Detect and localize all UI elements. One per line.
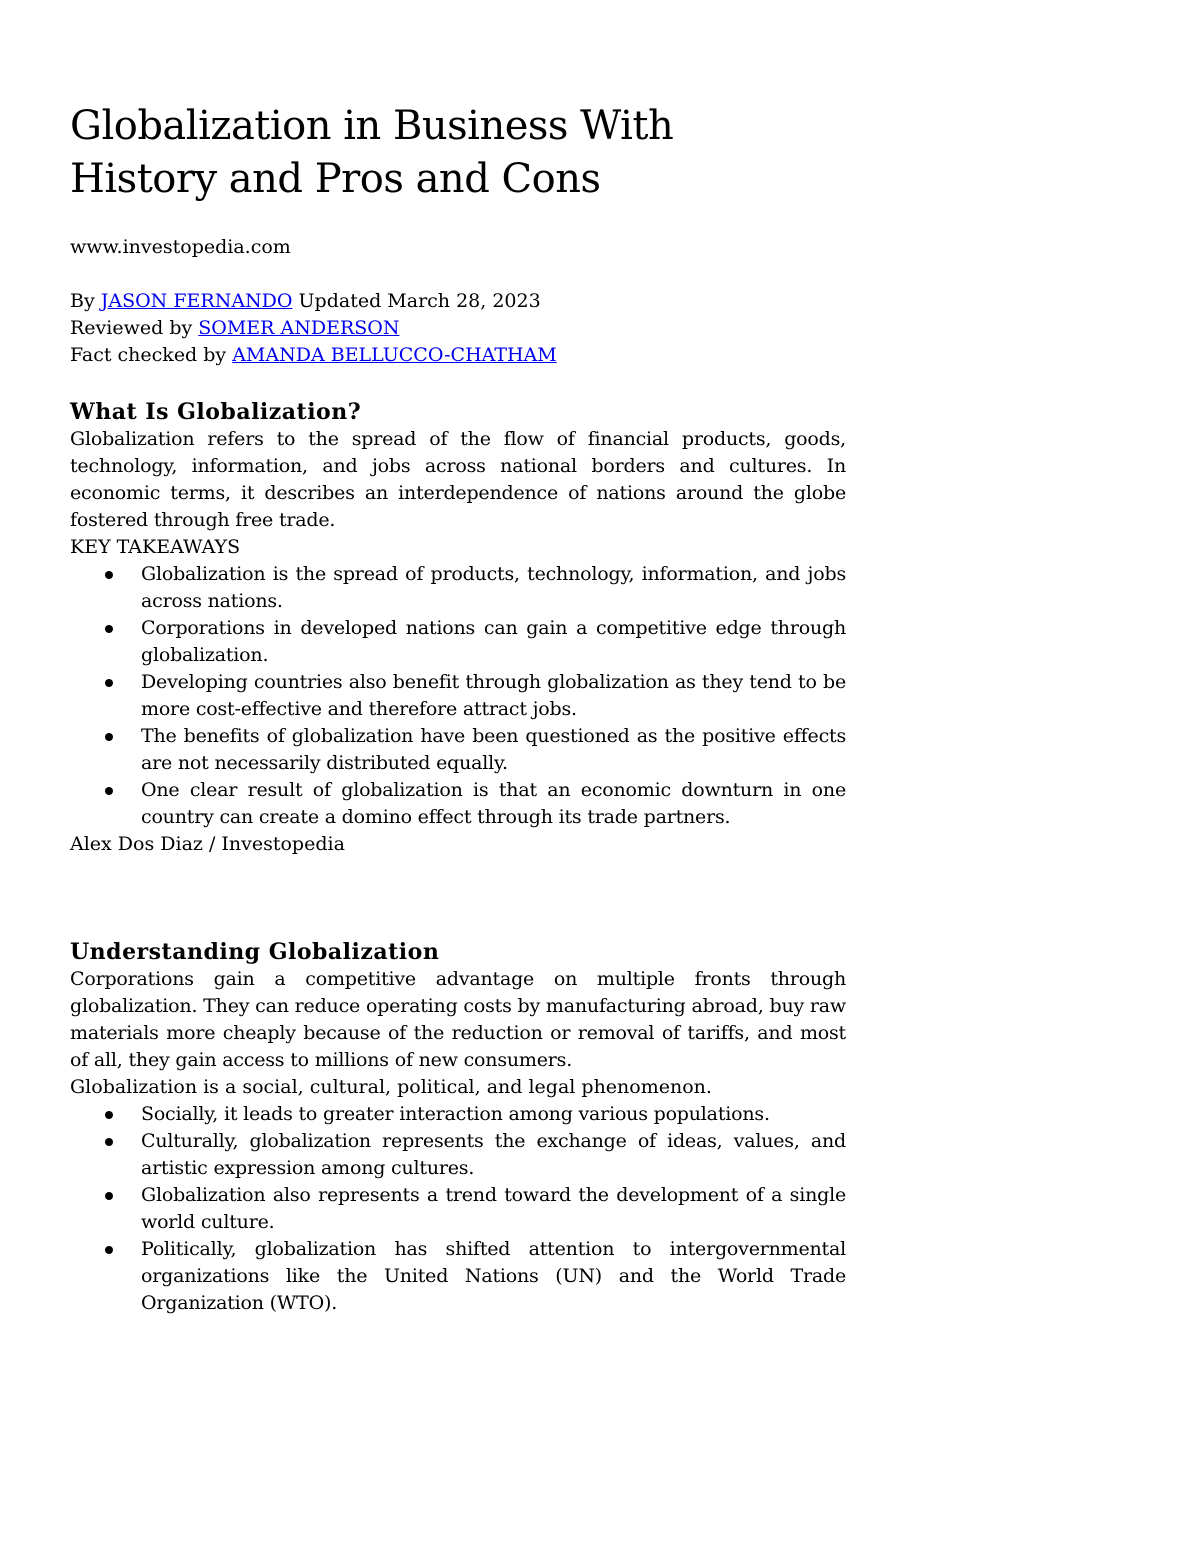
globalization-aspects-list (70, 1101, 846, 1317)
section-heading-understanding: Understanding Globalization (70, 939, 440, 965)
reviewed-prefix: Reviewed by (70, 317, 199, 339)
list-item-text: Corporations in developed nations can gain a competitive edge through globalization. (141, 617, 846, 666)
list-item-text: One clear result of globalization is that an economic downturn in one country can create a domino effect through its trade partners. (141, 779, 846, 828)
list-item-text: Globalization also represents a trend toward the development of a single world culture. (141, 1184, 846, 1233)
bullet-icon (105, 625, 113, 633)
list-item (141, 1101, 846, 1128)
bullet-icon (105, 733, 113, 741)
key-takeaways-label: KEY TAKEAWAYS (70, 536, 241, 558)
bullet-icon (105, 1111, 113, 1119)
reviewer-line (70, 315, 846, 342)
list-item (141, 561, 846, 615)
list-item-text: Politically, globalization has shifted attention to intergovernmental organizations like the United Nations (UN) and the World Trade Organization (WTO). (141, 1238, 846, 1314)
list-item (141, 615, 846, 669)
list-item-text: Developing countries also benefit through globalization as they tend to be more cost-effective and therefore attract jobs. (141, 671, 846, 720)
factchecker-link[interactable]: AMANDA BELLUCCO-CHATHAM (232, 344, 557, 366)
list-item-text: Culturally, globalization represents the exchange of ideas, values, and artistic expression among cultures. (141, 1130, 846, 1179)
list-item (141, 723, 846, 777)
list-item (141, 1182, 846, 1236)
author-link[interactable]: JASON FERNANDO (100, 290, 293, 312)
article-title (70, 100, 846, 206)
source-url: www.investopedia.com (70, 236, 291, 258)
list-item-text: The benefits of globalization have been questioned as the positive effects are not necessarily distributed equally. (141, 725, 846, 774)
section-paragraph: Globalization refers to the spread of the flow of financial products, goods, technology, information, and jobs across national borders and cultures. In economic terms, it describes an interdependence of nations around the globe fostered through free trade. (70, 428, 846, 531)
bullet-icon (105, 1192, 113, 1200)
section-intro: Globalization is a social, cultural, political, and legal phenomenon. (70, 1076, 712, 1098)
bullet-icon (105, 679, 113, 687)
list-item (141, 1128, 846, 1182)
document-page (70, 100, 846, 1317)
list-item (141, 777, 846, 831)
key-takeaways-list (70, 561, 846, 831)
list-item-text: Socially, it leads to greater interaction among various populations. (141, 1103, 770, 1125)
bullet-icon (105, 1138, 113, 1146)
list-item-text: Globalization is the spread of products, technology, information, and jobs across nations. (141, 563, 846, 612)
factcheck-prefix: Fact checked by (70, 344, 233, 366)
image-credit: Alex Dos Diaz / Investopedia (70, 833, 345, 855)
bullet-icon (105, 571, 113, 579)
title-line-2: History and Pros and Cons (70, 156, 601, 202)
author-line (70, 288, 846, 315)
section-heading-what-is: What Is Globalization? (70, 399, 362, 425)
factcheck-line (70, 342, 846, 369)
list-item (141, 1236, 846, 1317)
byline (70, 288, 846, 369)
list-item (141, 669, 846, 723)
bullet-icon (105, 1246, 113, 1254)
bullet-icon (105, 787, 113, 795)
reviewer-link[interactable]: SOMER ANDERSON (198, 317, 400, 339)
title-line-1: Globalization in Business With (70, 103, 674, 149)
updated-date: Updated March 28, 2023 (292, 290, 541, 312)
section-paragraph: Corporations gain a competitive advantage on multiple fronts through globalization. They can reduce operating costs by manufacturing abroad, buy raw materials more cheaply because of the reduction or removal of tariffs, and most of all, they gain access to millions of new consumers. (70, 968, 846, 1071)
by-prefix: By (70, 290, 101, 312)
